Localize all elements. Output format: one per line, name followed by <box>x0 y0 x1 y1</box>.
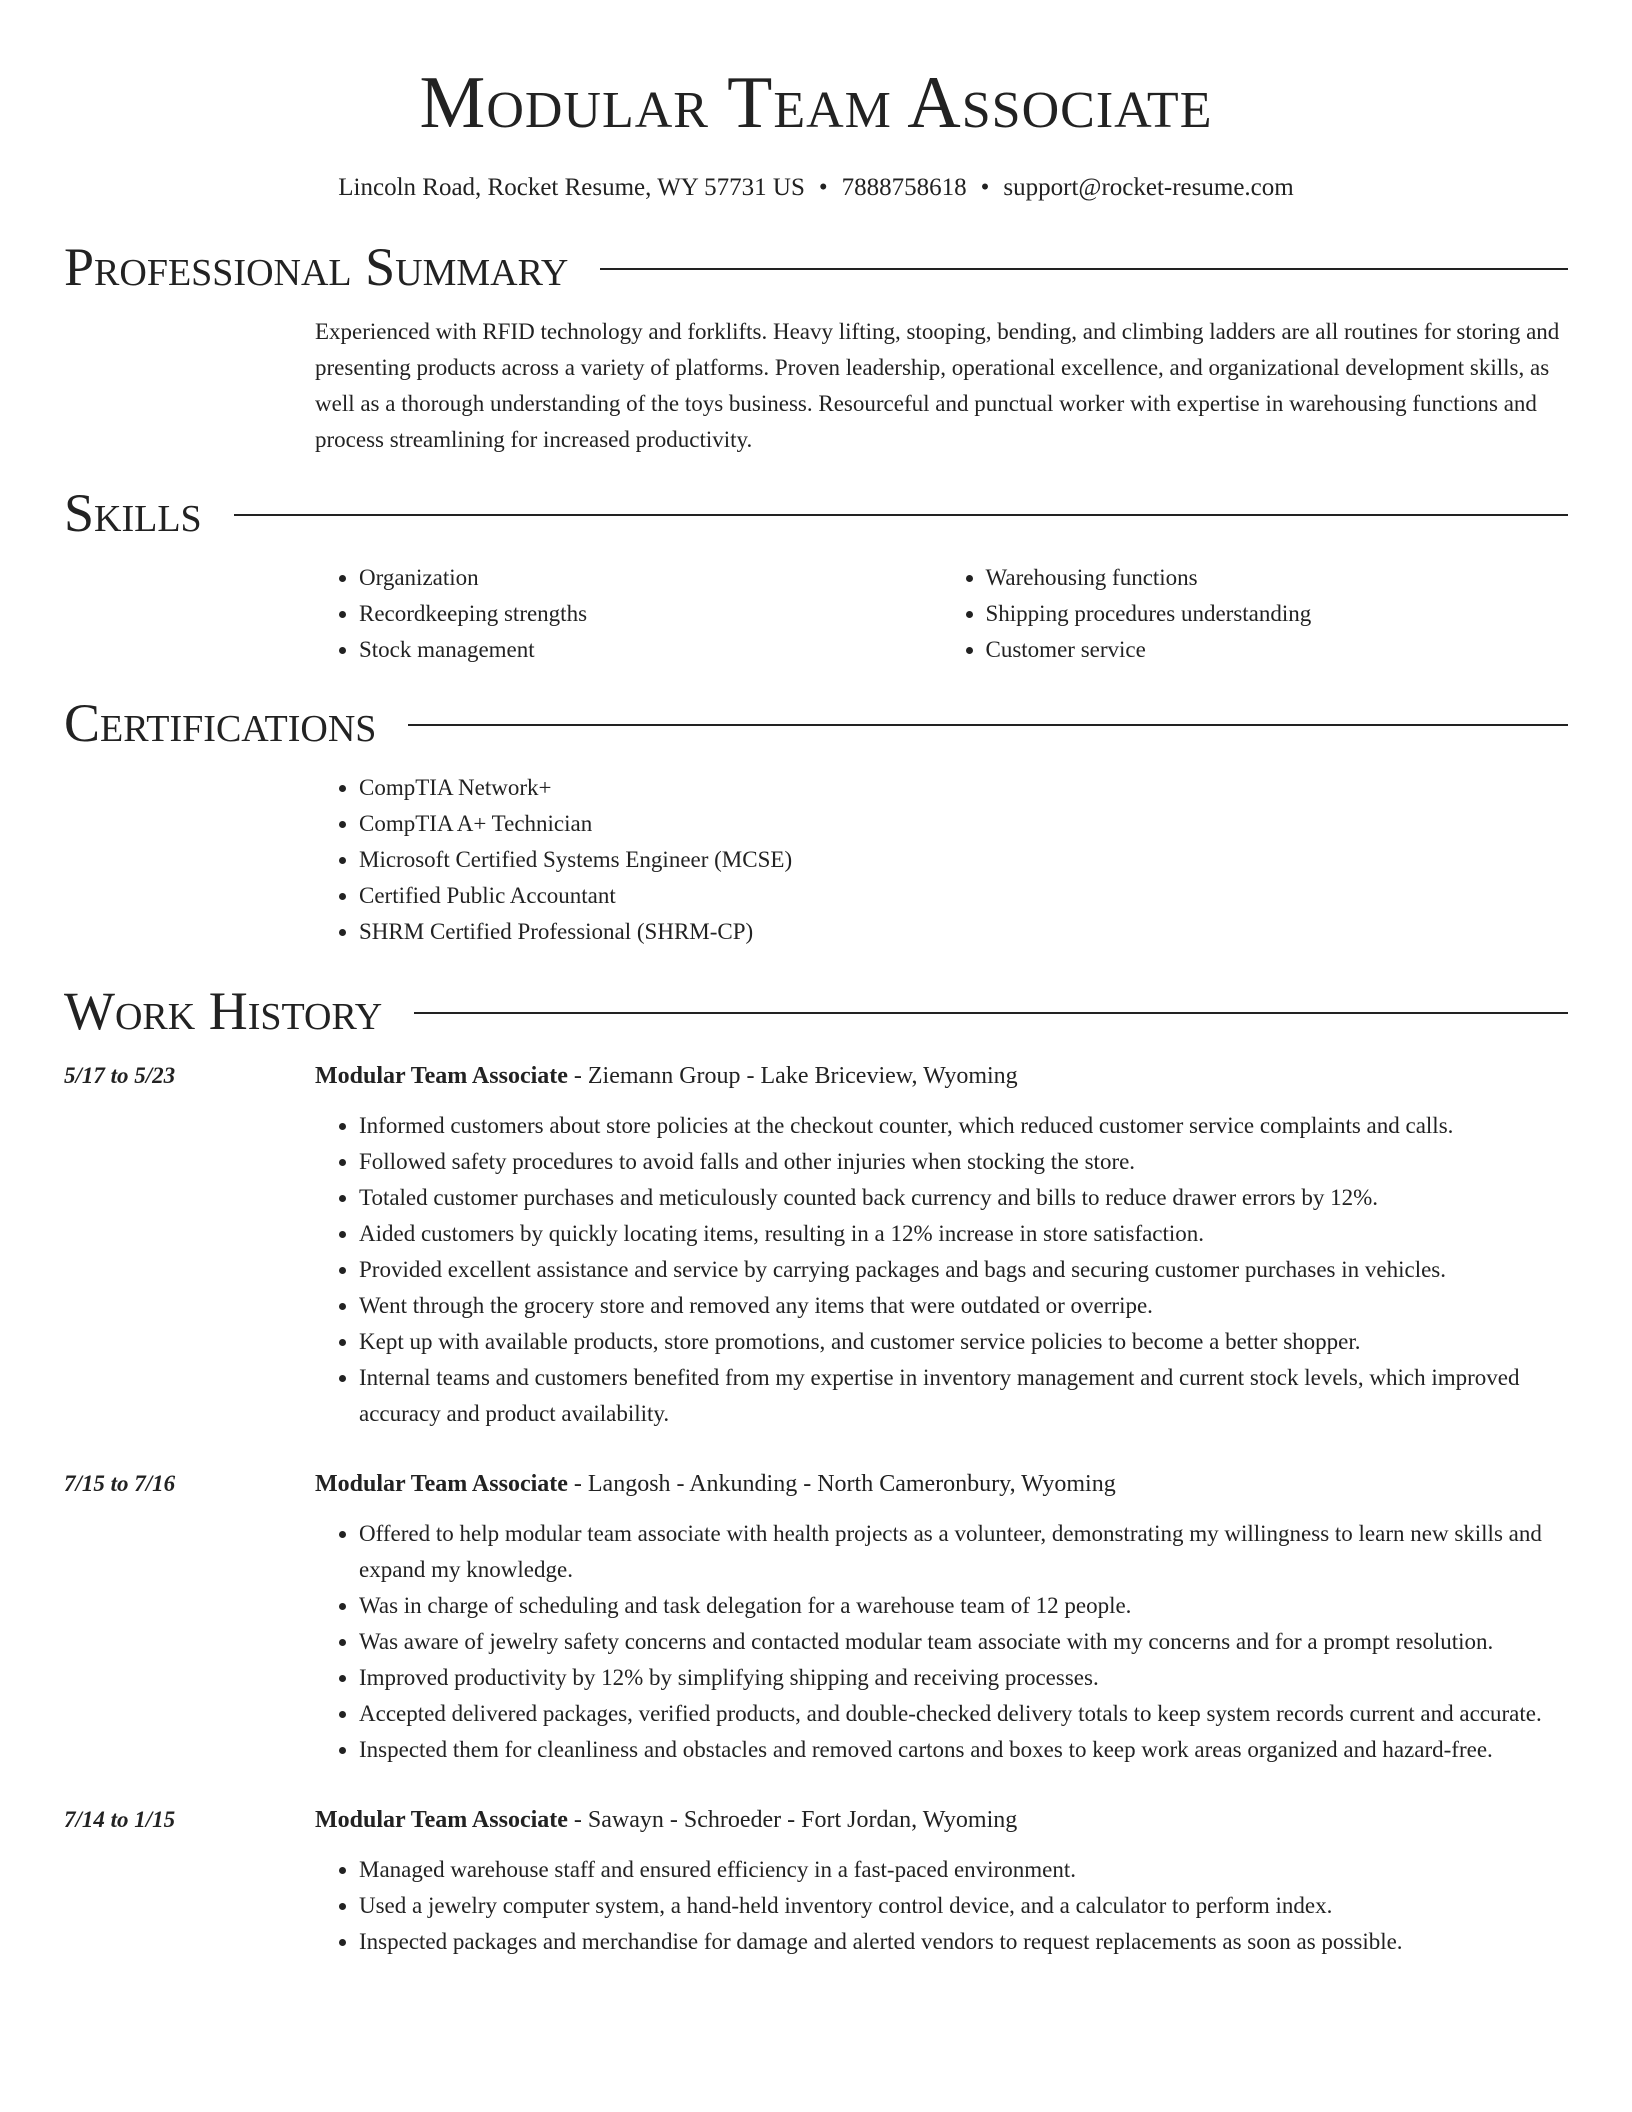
section-divider <box>234 514 1568 516</box>
job-bullets <box>315 1852 1568 1960</box>
skills-title: Skills <box>64 483 202 543</box>
job-title-line <box>315 1466 1568 1502</box>
section-divider <box>414 1012 1568 1014</box>
skill-item: • Warehousing functions <box>986 560 1569 596</box>
job-bullets <box>315 1516 1568 1768</box>
job-bullet: • Totaled customer purchases and meticulously counted back currency and bills to reduce drawer errors by 12%. <box>359 1180 1568 1216</box>
job-bullet: • Used a jewelry computer system, a hand-held inventory control device, and a calculator to perform index. <box>359 1888 1568 1924</box>
section-divider <box>408 724 1568 726</box>
job-bullet: • Improved productivity by 12% by simplifying shipping and receiving processes. <box>359 1660 1568 1696</box>
skill-item: • Organization <box>359 560 942 596</box>
job-dates: 5/17 to 5/23 <box>64 1063 176 1088</box>
certifications-list <box>315 770 1568 950</box>
job-entry <box>64 1466 1568 1768</box>
job-bullet: • Provided excellent assistance and service by carrying packages and bags and securing customer purchases in vehicles. <box>359 1252 1568 1288</box>
certification-item: • Certified Public Accountant <box>359 878 1568 914</box>
contact-line <box>64 175 1568 200</box>
section-divider <box>600 268 1568 270</box>
certifications-header <box>64 693 1568 753</box>
summary-text: Experienced with RFID technology and forklifts. Heavy lifting, stooping, bending, and climbing ladders are all routines for storing and presenting products across a variety of platforms. Proven leadership, operational excellence, and organizational development skills, as well as a thorough understanding of the toys business. Resourceful and punctual worker with expertise in warehousing functions and process streamlining for increased productivity. <box>315 319 1560 452</box>
job-bullets <box>315 1108 1568 1432</box>
certifications-section <box>64 693 1568 950</box>
work-history-title: Work History <box>64 981 383 1041</box>
job-bullet: • Went through the grocery store and removed any items that were outdated or overripe. <box>359 1288 1568 1324</box>
job-main <box>315 1466 1568 1768</box>
job-bullet: • Inspected them for cleanliness and obstacles and removed cartons and boxes to keep work areas organized and hazard-free. <box>359 1732 1568 1768</box>
job-bullet: • Followed safety procedures to avoid falls and other injuries when stocking the store. <box>359 1144 1568 1180</box>
job-bullet: • Informed customers about store policies at the checkout counter, which reduced customer service complaints and calls. <box>359 1108 1568 1144</box>
job-bullet: • Aided customers by quickly locating items, resulting in a 12% increase in store satisfaction. <box>359 1216 1568 1252</box>
contact-separator: • <box>818 174 828 201</box>
job-bullet: • Accepted delivered packages, verified products, and double-checked delivery totals to keep system records current and accurate. <box>359 1696 1568 1732</box>
job-role: Modular Team Associate <box>315 1471 568 1497</box>
skill-item: • Recordkeeping strengths <box>359 596 942 632</box>
job-main <box>315 1802 1568 1960</box>
skill-item: • Customer service <box>986 632 1569 668</box>
job-entry <box>64 1058 1568 1432</box>
certification-item: • CompTIA Network+ <box>359 770 1568 806</box>
job-bullet: • Was in charge of scheduling and task delegation for a warehouse team of 12 people. <box>359 1588 1568 1624</box>
certification-item: • Microsoft Certified Systems Engineer (MCSE) <box>359 842 1568 878</box>
candidate-name: Modular Team Associate <box>419 62 1213 144</box>
job-dates: 7/15 to 7/16 <box>64 1471 176 1496</box>
job-bullet: • Inspected packages and merchandise for damage and alerted vendors to request replacements as soon as possible. <box>359 1924 1568 1960</box>
job-entry <box>64 1802 1568 1960</box>
job-employer: - Sawayn - Schroeder - Fort Jordan, Wyoming <box>567 1807 1018 1833</box>
skills-section <box>64 483 1568 668</box>
skills-header <box>64 483 1568 543</box>
certification-item: • CompTIA A+ Technician <box>359 806 1568 842</box>
job-role: Modular Team Associate <box>315 1063 568 1089</box>
job-title-line <box>315 1802 1568 1838</box>
contact-phone: 7888758618 <box>841 174 967 201</box>
job-employer: - Ziemann Group - Lake Briceview, Wyoming <box>567 1063 1018 1089</box>
summary-header <box>64 237 1568 297</box>
summary-body <box>315 314 1568 458</box>
job-bullet: • Kept up with available products, store promotions, and customer service policies to become a better shopper. <box>359 1324 1568 1360</box>
job-employer: - Langosh - Ankunding - North Cameronbury, Wyoming <box>567 1471 1116 1497</box>
contact-email[interactable]: support@rocket-resume.com <box>1003 174 1294 201</box>
certification-item: • SHRM Certified Professional (SHRM-CP) <box>359 914 1568 950</box>
job-bullet: • Was aware of jewelry safety concerns and contacted modular team associate with my concerns and for a prompt resolution. <box>359 1624 1568 1660</box>
contact-address: Lincoln Road, Rocket Resume, WY 57731 US <box>338 174 805 201</box>
job-dates: 7/14 to 1/15 <box>64 1807 176 1832</box>
work-history-header <box>64 981 1568 1041</box>
skill-item: • Stock management <box>359 632 942 668</box>
work-history-section <box>64 981 1568 1960</box>
skills-grid <box>315 560 1568 668</box>
skills-list-right <box>942 560 1569 668</box>
certifications-body <box>315 770 1568 950</box>
skills-list-left <box>315 560 942 668</box>
job-bullet: • Offered to help modular team associate with health projects as a volunteer, demonstrating my willingness to learn new skills and expand my knowledge. <box>359 1516 1568 1588</box>
job-bullet: • Internal teams and customers benefited from my expertise in inventory management and current stock levels, which improved accuracy and product availability. <box>359 1360 1568 1432</box>
contact-separator: • <box>980 174 990 201</box>
summary-section <box>64 237 1568 458</box>
job-title-line <box>315 1058 1568 1094</box>
job-role: Modular Team Associate <box>315 1807 568 1833</box>
summary-title: Professional Summary <box>64 237 569 297</box>
job-bullet: • Managed warehouse staff and ensured efficiency in a fast-paced environment. <box>359 1852 1568 1888</box>
certifications-title: Certifications <box>64 693 377 753</box>
job-main <box>315 1058 1568 1432</box>
skill-item: • Shipping procedures understanding <box>986 596 1569 632</box>
